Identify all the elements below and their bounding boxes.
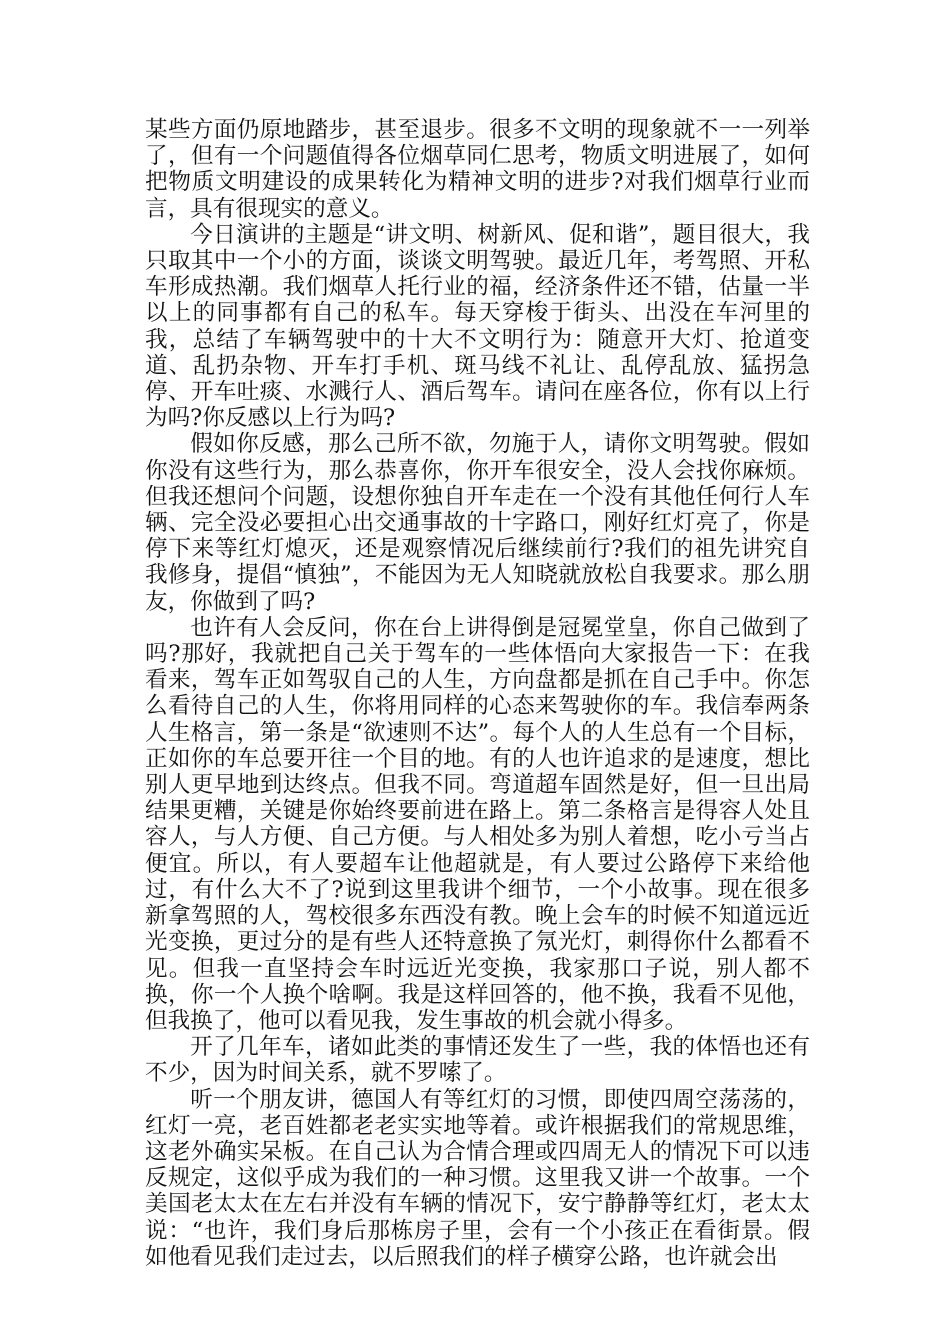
paragraph-6: 听一个朋友讲，德国人有等红灯的习惯，即使四周空荡荡的，红灯一亮，老百姓都老老实实地等着。或许根据我们的常规思维，这老外确实呆板。在自己认为合情合理或四周无人的情况下可以违反规定，这似乎成为我们的一种习惯。这里我又讲一个故事。一个美国老太太在左右并没有车辆的情况下，安宁静静等红灯，老太太说：“也许，我们身后那栋房子里，会有一个小孩正在看街景。假如他看见我们走过去，以后照我们的样子横穿公路，也许就会出 xyxy=(145,1086,810,1270)
paragraph-5: 开了几年车，诸如此类的事情还发生了一些，我的体悟也还有不少，因为时间关系，就不罗嗦了。 xyxy=(145,1034,810,1087)
paragraph-2: 今日演讲的主题是“讲文明、树新风、促和谐”，题目很大，我只取其中一个小的方面，谈谈文明驾驶。最近几年，考驾照、开私车形成热潮。我们烟草人托行业的福，经济条件还不错，估量一半以上的同事都有自己的私车。每天穿梭于街头、出没在车河里的我，总结了车辆驾驶中的十大不文明行为：随意开大灯、抢道变道、乱扔杂物、开车打手机、斑马线不礼让、乱停乱放、猛拐急停、开车吐痰、水溅行人、酒后驾车。请问在座各位，你有以上行为吗?你反感以上行为吗? xyxy=(145,221,810,432)
paragraph-3: 假如你反感，那么己所不欲，勿施于人，请你文明驾驶。假如你没有这些行为，那么恭喜你，你开车很安全，没人会找你麻烦。但我还想问个问题，设想你独自开车走在一个没有其他任何行人车辆、完全没必要担心出交通事故的十字路口，刚好红灯亮了，你是停下来等红灯熄灭，还是观察情况后继续前行?我们的祖先讲究自我修身，提倡“慎独”，不能因为无人知晓就放松自我要求。那么朋友，你做到了吗? xyxy=(145,431,810,615)
paragraph-4: 也许有人会反问，你在台上讲得倒是冠冕堂皇，你自己做到了吗?那好，我就把自己关于驾车的一些体悟向大家报告一下：在我看来，驾车正如驾驭自己的人生，方向盘都是抓在自己手中。你怎么看待自己的人生，你将用同样的心态来驾驶你的车。我信奉两条人生格言，第一条是“欲速则不达”。每个人的人生总有一个目标，正如你的车总要开往一个目的地。有的人也许追求的是速度，想比别人更早地到达终点。但我不同。弯道超车固然是好，但一旦出局结果更糟，关键是你始终要前进在路上。第二条格言是得容人处且容人，与人方便、自己方便。与人相处多为别人着想，吃小亏当占便宜。所以，有人要超车让他超就是，有人要过公路停下来给他过，有什么大不了?说到这里我讲个细节，一个小故事。现在很多新拿驾照的人，驾校很多东西没有教。晚上会车的时候不知道远近光变换，更过分的是有些人还特意换了氖光灯，刺得你什么都看不见。但我一直坚持会车时远近光变换，我家那口子说，别人都不换，你一个人换个啥啊。我是这样回答的，他不换，我看不见他，但我换了，他可以看见我，发生事故的机会就小得多。 xyxy=(145,614,810,1034)
paragraph-1: 某些方面仍原地踏步，甚至退步。很多不文明的现象就不一一列举了，但有一个问题值得各位烟草同仁思考，物质文明进展了，如何把物质文明建设的成果转化为精神文明的进步?对我们烟草行业而言，具有很现实的意义。 xyxy=(145,117,810,222)
body-text xyxy=(145,117,810,1270)
